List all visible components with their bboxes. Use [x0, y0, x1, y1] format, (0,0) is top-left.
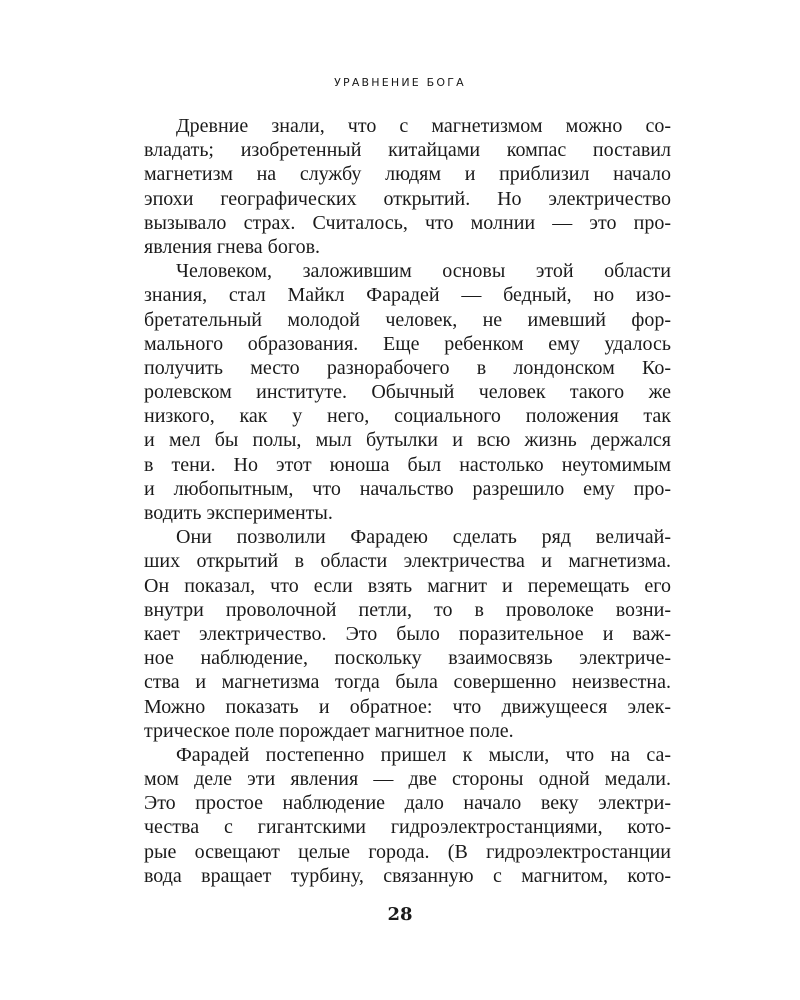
text-line: мального образования. Еще ребенком ему удалось [144, 332, 671, 355]
text-line: явления гнева богов. [144, 235, 321, 258]
text-line: в тени. Но этот юноша был настолько неутомимым [144, 453, 671, 476]
text-line: вода вращает турбину, связанную с магнитом, кото- [144, 864, 671, 887]
text-line: получить место разнорабочего в лондонском Ко- [144, 356, 671, 379]
text-line: кает электричество. Это было поразительное и важ- [144, 622, 671, 645]
text-line: Это простое наблюдение дало начало веку электри- [144, 792, 671, 815]
text-line: внутри проволочной петли, то в проволоке возни- [144, 598, 671, 621]
text-line: магнетизм на службу людям и приблизил начало [144, 163, 671, 186]
text-line: и мел бы полы, мыл бутылки и всю жизнь держался [144, 429, 671, 452]
page-number: 28 [387, 904, 413, 925]
text-line: мом деле эти явления — две стороны одной медали. [144, 768, 671, 791]
text-line: низкого, как у него, социального положения так [144, 405, 671, 428]
text-line: Древние знали, что с магнетизмом можно со- [176, 115, 671, 137]
text-line: ства и магнетизма тогда была совершенно неизвестна. [144, 671, 671, 694]
text-line: трическое поле порождает магнитное поле. [144, 719, 514, 742]
text-line: ное наблюдение, поскольку взаимосвязь электриче- [144, 647, 671, 670]
text-line: водить эксперименты. [144, 502, 333, 524]
text-line: Фарадей постепенно пришел к мысли, что на са- [176, 743, 671, 766]
text-line: Они позволили Фарадею сделать ряд величай- [176, 526, 671, 549]
text-line: Он показал, что если взять магнит и перемещать его [144, 574, 671, 597]
body-text [144, 114, 671, 888]
text-line: эпохи географических открытий. Но электричество [144, 187, 671, 210]
text-line: вызывало страх. Считалось, что молнии — это про- [144, 211, 671, 234]
text-line: рые освещают целые города. (В гидроэлектростанции [144, 840, 671, 863]
text-line: ролевском институте. Обычный человек такого же [144, 381, 671, 404]
text-line: знания, стал Майкл Фарадей — бедный, но изо- [144, 284, 671, 307]
running-head: УРАВНЕНИЕ БОГА [334, 76, 466, 89]
text-line: Можно показать и обратное: что движущееся элек- [144, 695, 671, 718]
text-line: Человеком, заложившим основы этой области [176, 260, 671, 283]
text-line: бретательный молодой человек, не имевший фор- [144, 308, 671, 331]
text-line: и любопытным, что начальство разрешило ему про- [144, 477, 671, 500]
text-line: чества с гигантскими гидроэлектростанциями, кото- [144, 816, 671, 839]
text-line: владать; изобретенный китайцами компас поставил [144, 139, 671, 162]
text-line: ших открытий в области электричества и магнетизма. [144, 550, 671, 573]
